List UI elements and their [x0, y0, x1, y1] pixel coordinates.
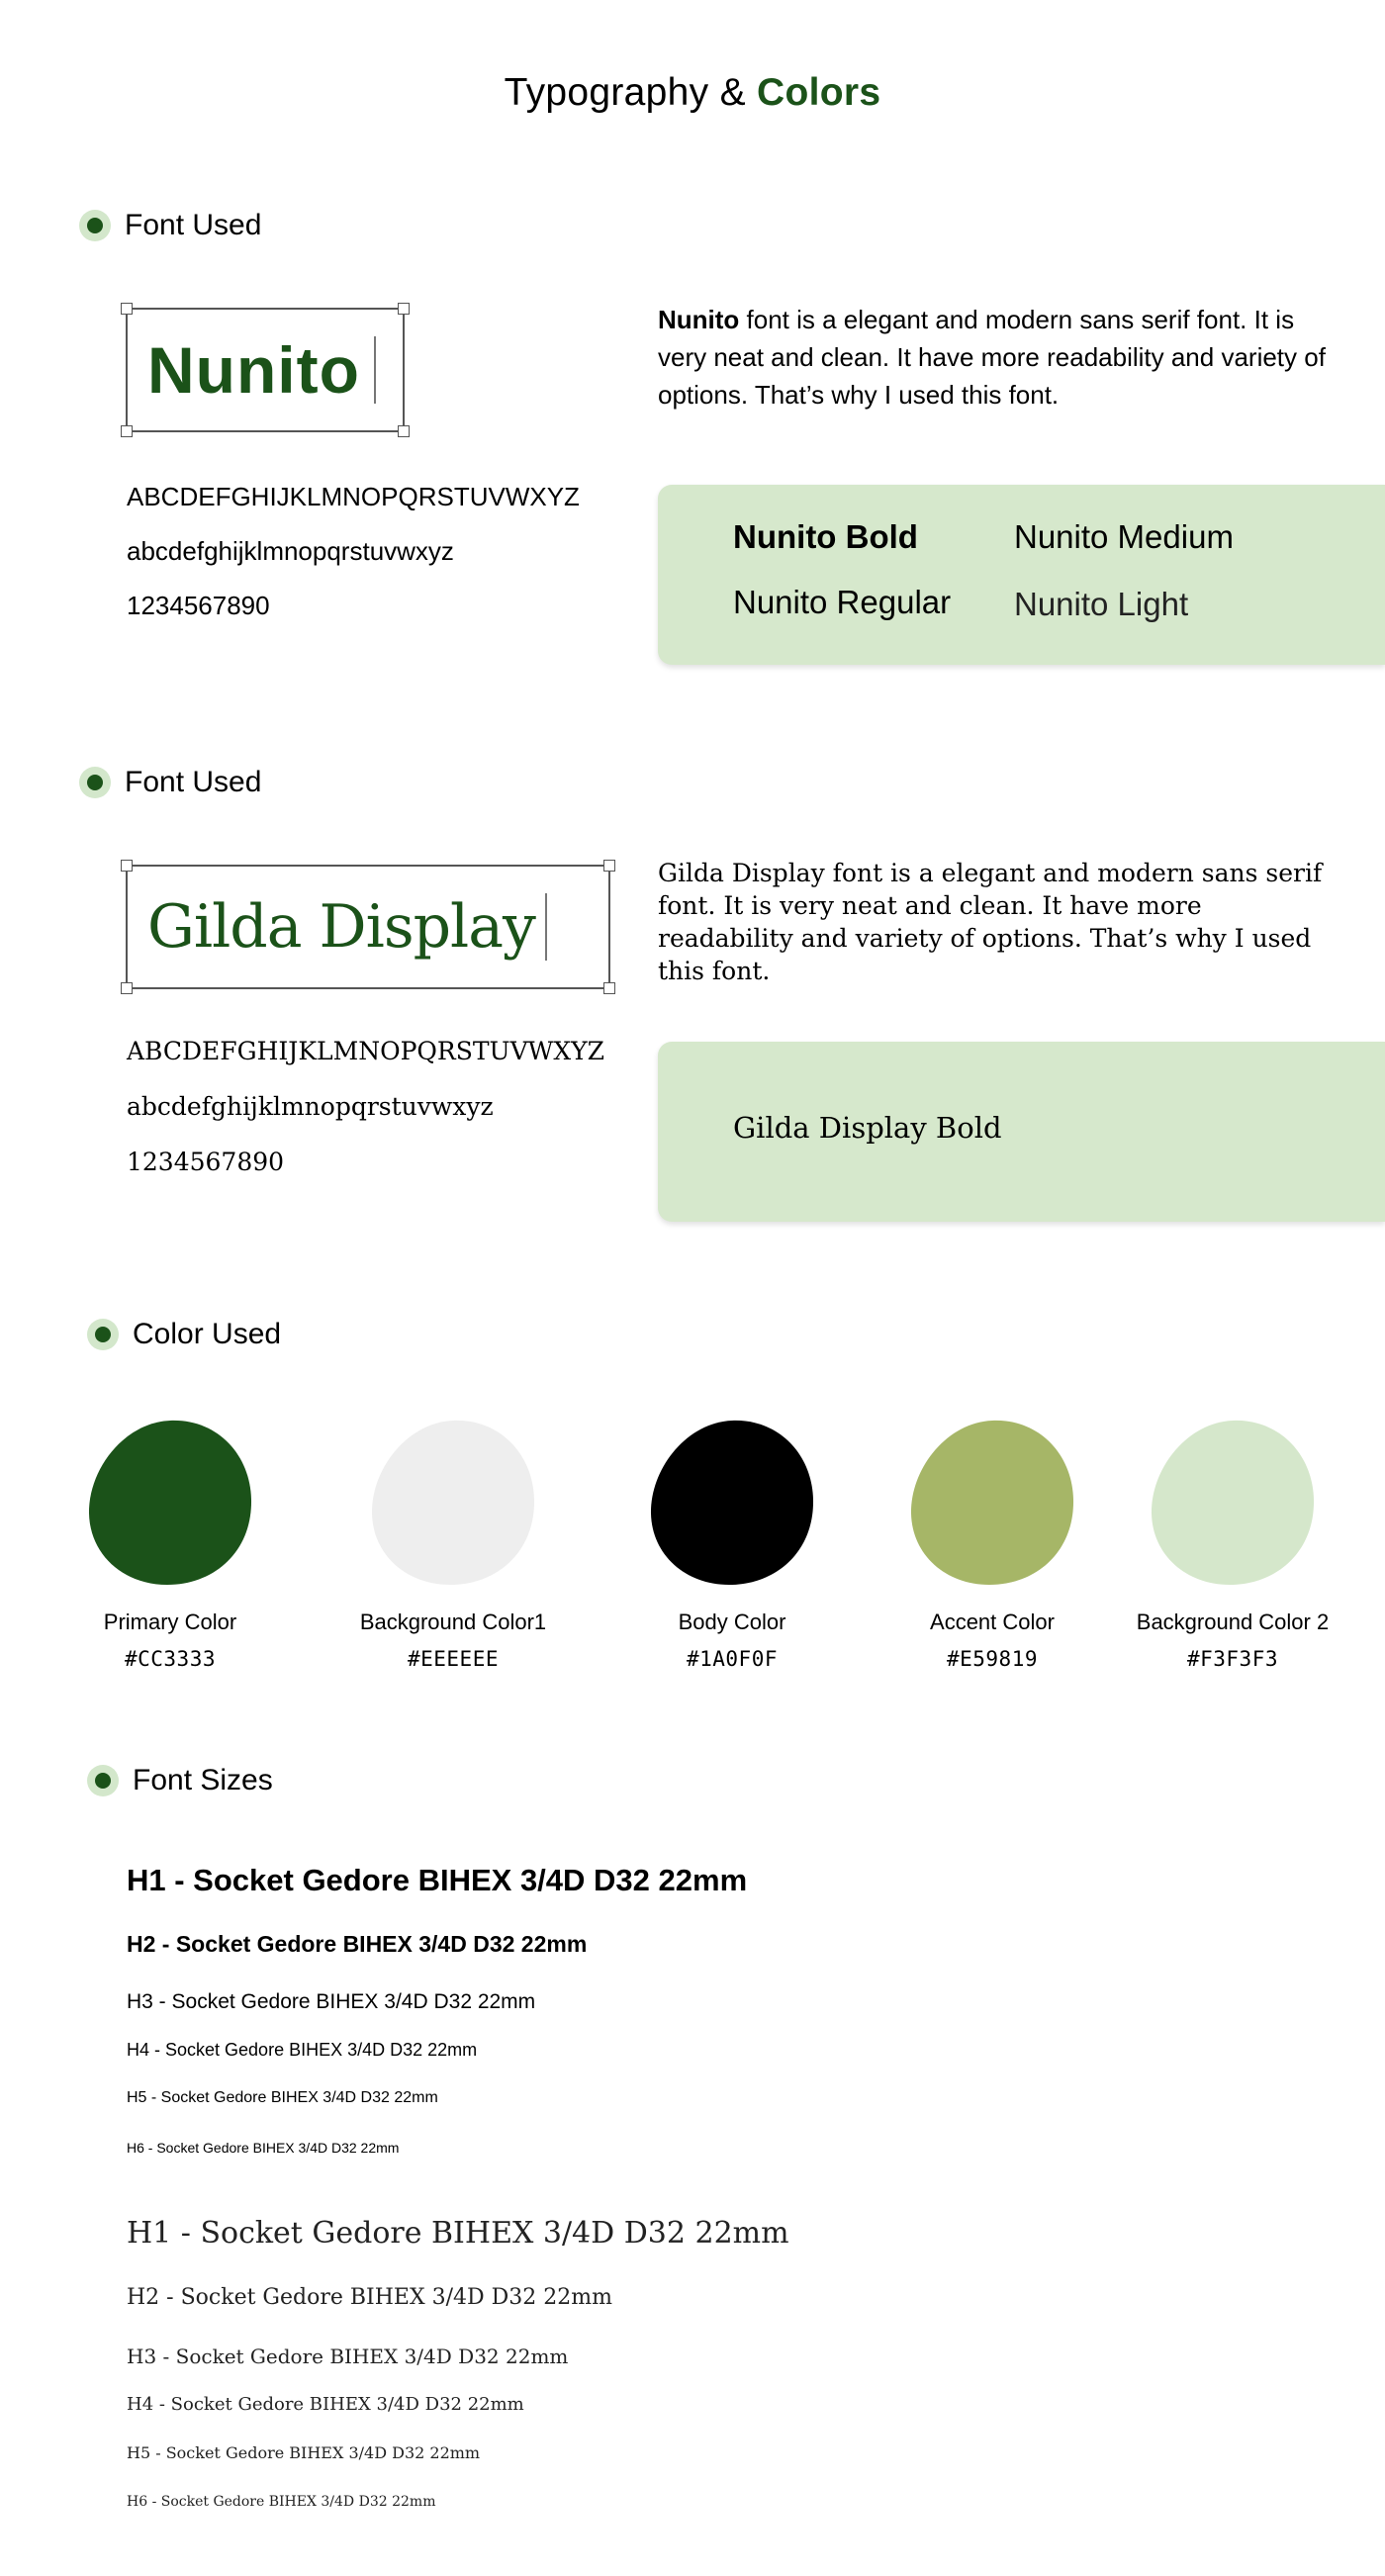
font-size-sample-h5: H5 - Socket Gedore BIHEX 3/4D D32 22mm: [127, 2089, 438, 2106]
bullet-icon: [87, 1319, 119, 1350]
lowercase-letters: abcdefghijklmnopqrstuvwxyz: [127, 536, 454, 566]
color-swatch: [910, 1415, 1074, 1589]
color-label: Background Color 2: [1136, 1610, 1330, 1634]
resize-handle-icon: [121, 860, 133, 872]
resize-handle-icon: [398, 425, 410, 437]
color-used-heading: [87, 1318, 281, 1351]
color-swatch: [371, 1415, 535, 1589]
resize-handle-icon: [121, 425, 133, 437]
font-size-sample-h4: H4 - Socket Gedore BIHEX 3/4D D32 22mm: [127, 2394, 524, 2415]
color-hex-value: #F3F3F3: [1186, 1647, 1278, 1671]
section-heading-label: Font Used: [125, 209, 262, 241]
font-size-sample-h2: H2 - Socket Gedore BIHEX 3/4D D32 22mm: [127, 1931, 588, 1957]
color-hex-value: #EEEEEE: [407, 1647, 499, 1671]
font-size-sample-h3: H3 - Socket Gedore BIHEX 3/4D D32 22mm: [127, 2345, 569, 2368]
digits: 1234567890: [127, 1148, 285, 1176]
color-label: Body Color: [678, 1610, 786, 1634]
font-sample-box-gilda: [126, 865, 610, 989]
color-label: Primary Color: [103, 1610, 237, 1634]
section-heading-label: Color Used: [133, 1318, 282, 1350]
color-hex-value: #CC3333: [124, 1647, 216, 1671]
color-swatch: [1151, 1415, 1315, 1589]
font-weight-bold: Gilda Display Bold: [733, 1111, 1002, 1145]
lowercase-letters: abcdefghijklmnopqrstuvwxyz: [127, 1092, 494, 1121]
font-size-sample-h5: H5 - Socket Gedore BIHEX 3/4D D32 22mm: [127, 2443, 481, 2462]
font-size-sample-h3: H3 - Socket Gedore BIHEX 3/4D D32 22mm: [127, 1990, 536, 2013]
font-size-sample-h1: H1 - Socket Gedore BIHEX 3/4D D32 22mm: [127, 1863, 748, 1897]
page-title-accent: Colors: [757, 71, 881, 114]
text-cursor-icon: [374, 336, 376, 404]
font-weight-light: Nunito Light: [1014, 586, 1189, 622]
font-sample-box-nunito: [126, 308, 405, 432]
section-heading-label: Font Used: [125, 766, 262, 798]
color-hex-value: #1A0F0F: [686, 1647, 778, 1671]
bullet-icon: [79, 767, 111, 798]
font-size-sample-h2: H2 - Socket Gedore BIHEX 3/4D D32 22mm: [127, 2285, 613, 2310]
resize-handle-icon: [603, 860, 615, 872]
font-size-sample-h4: H4 - Socket Gedore BIHEX 3/4D D32 22mm: [127, 2040, 478, 2060]
font-weights-panel: [658, 485, 1385, 665]
font-size-sample-h6: H6 - Socket Gedore BIHEX 3/4D D32 22mm: [127, 2140, 400, 2156]
uppercase-letters: ABCDEFGHIJKLMNOPQRSTUVWXYZ: [127, 1037, 605, 1065]
font-used-heading-2: [79, 766, 261, 799]
resize-handle-icon: [603, 982, 615, 994]
font-weight-medium: Nunito Medium: [1014, 518, 1234, 555]
font-used-heading-1: [79, 209, 261, 242]
character-set: [127, 470, 580, 633]
font-sample-text: Gilda Display: [147, 892, 535, 962]
font-weight-bold: Nunito Bold: [733, 518, 918, 555]
font-description: Gilda Display font is a elegant and modern sans serif font. It is very neat and clean. It have more readability and variety of options. That’s why I used this font.: [658, 859, 1323, 985]
font-weight-regular: Nunito Regular: [733, 584, 952, 620]
font-size-sample-h1: H1 - Socket Gedore BIHEX 3/4D D32 22mm: [127, 2216, 789, 2251]
resize-handle-icon: [121, 982, 133, 994]
resize-handle-icon: [398, 303, 410, 315]
font-description-name: Nunito: [658, 305, 740, 334]
color-label: Background Color1: [359, 1610, 547, 1634]
font-sizes-heading: [87, 1764, 273, 1797]
color-label: Accent Color: [930, 1610, 1055, 1634]
section-heading-label: Font Sizes: [133, 1764, 273, 1796]
font-description: [658, 301, 1331, 414]
character-set: [127, 1024, 604, 1190]
font-description-text: font is a elegant and modern sans serif font. It is very neat and clean. It have more readability and variety of options. That’s why I used this font.: [658, 305, 1326, 410]
text-cursor-icon: [545, 893, 547, 961]
font-size-sample-h6: H6 - Socket Gedore BIHEX 3/4D D32 22mm: [127, 2494, 436, 2510]
bullet-icon: [79, 210, 111, 241]
font-sample-text: Nunito: [147, 333, 360, 407]
font-weights-panel: [658, 1042, 1385, 1222]
digits: 1234567890: [127, 591, 270, 620]
resize-handle-icon: [121, 303, 133, 315]
page-title: [0, 71, 1385, 115]
color-hex-value: #E59819: [946, 1647, 1038, 1671]
color-swatch: [88, 1415, 252, 1589]
bullet-icon: [87, 1765, 119, 1796]
color-swatch: [650, 1415, 814, 1589]
page-title-part1: Typography &: [504, 71, 758, 114]
uppercase-letters: ABCDEFGHIJKLMNOPQRSTUVWXYZ: [127, 482, 580, 511]
